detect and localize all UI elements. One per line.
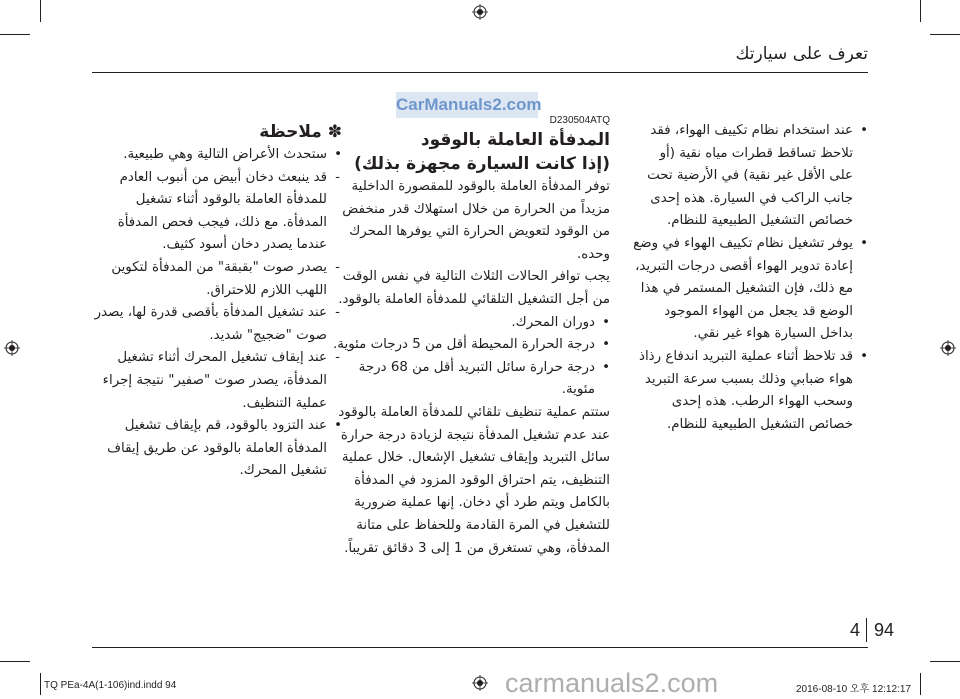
- registration-mark-icon: [940, 340, 956, 356]
- header-divider: [92, 72, 868, 73]
- sub-item: - يصدر صوت "بقبقة" من المدفأة لتكوين اللهب اللازم للاحتراق.: [92, 257, 342, 302]
- crop-mark: [40, 673, 41, 695]
- print-filename: TQ PEa-4A(1-106)ind.indd 94: [44, 680, 177, 691]
- page-number-block: [846, 616, 898, 644]
- section-subheading: (إذا كانت السيارة مجهزة بذلك): [354, 154, 610, 174]
- registration-mark-icon: [4, 340, 20, 356]
- footer-rule: [92, 647, 868, 648]
- registration-mark-icon: [472, 675, 488, 691]
- registration-mark-icon: [472, 4, 488, 20]
- crop-mark: [930, 34, 960, 35]
- crop-mark: [920, 673, 921, 695]
- section-title: تعرف على سيارتك: [735, 44, 868, 64]
- section-heading: المدفأة العاملة بالوقود: [420, 130, 610, 150]
- crop-mark: [0, 34, 30, 35]
- list-item: • درجة الحرارة المحيطة أقل من 5 درجات مئوية.: [332, 334, 610, 357]
- print-datetime: 2016-08-10 오후 12:12:17: [796, 684, 911, 695]
- crop-mark: [0, 661, 30, 662]
- list-item: • دوران المحرك.: [332, 312, 610, 335]
- sub-item: - عند تشغيل المدفأة بأقصى قدرة لها، يصدر صوت "ضجيج" شديد.: [92, 302, 342, 347]
- right-column: [632, 120, 868, 436]
- list-item: • يوفر تشغيل نظام تكييف الهواء في وضع إعادة تدوير الهواء أقصى درجات التبريد، مع ذلك، فإن التشغيل المستمر في هذا الوضع قد يجعل من الهواء الموجود بداخل السيارة هواء غير نقي.: [632, 233, 868, 346]
- list-item: • عند استخدام نظام تكييف الهواء، فقد تلاحظ تساقط قطرات مياه نقية (أو على الأقل غير نقية) في الأرضية تحت جانب الراكب في السيارة. هذه إحدى خصائص التشغيل الطبيعية للنظام.: [632, 120, 868, 233]
- middle-column: [332, 114, 610, 560]
- watermark-text: carmanuals2.com: [505, 668, 719, 698]
- crop-mark: [40, 0, 41, 22]
- watermark-banner: CarManuals2.com: [396, 92, 538, 118]
- sub-item: - قد ينبعث دخان أبيض من أنبوب العادم للمدفأة العاملة بالوقود أثناء تشغيل المدفأة. مع ذلك، فيجب فحص المدفأة عندما يصدر دخان أسود كثيف.: [92, 167, 342, 257]
- page-number: 94: [873, 620, 895, 640]
- conditions-intro: يجب توافر الحالات الثلاث التالية في نفس الوقت من أجل التشغيل التلقائي للمدفأة العاملة بالوقود.: [338, 269, 610, 307]
- crop-mark: [930, 661, 960, 662]
- list-item: • عند التزود بالوقود، قم بإيقاف تشغيل المدفأة العاملة بالوقود عن طريق إيقاف تشغيل المحرك.: [92, 415, 342, 483]
- list-item: • درجة حرارة سائل التبريد أقل من 68 درجة مئوية.: [332, 357, 610, 402]
- sub-item: - عند إيقاف تشغيل المحرك أثناء تشغيل المدفأة، يصدر صوت "صفير" نتيجة إجراء عملية التنظيف.: [92, 347, 342, 415]
- list-item: • ستحدث الأعراض التالية وهي طبيعية.: [92, 144, 342, 167]
- crop-mark: [920, 0, 921, 22]
- note-title: ✽ ملاحظة: [259, 122, 342, 142]
- page-divider: [866, 618, 867, 642]
- chapter-number: 4: [849, 620, 860, 640]
- intro-paragraph: توفر المدفأة العاملة بالوقود للمقصورة الداخلية مزيداً من الحرارة من خلال استهلاك قدر منخفض من الوقود لتعويض الحرارة التي يوفرها المحرك وحده.: [342, 179, 610, 262]
- body-paragraph: ستتم عملية تنظيف تلقائي للمدفأة العاملة بالوقود عند عدم تشغيل المدفأة نتيجة لزيادة درجة حرارة سائل التبريد وإيقاف تشغيل الإشعال. خلال عملية التنظيف، يتم احتراق الوقود المزود في المدفأة بالكامل ويتم طرد أي دخان. إنها عملية ضرورية للتشغيل في المرة القادمة وللحفاظ على متانة المدفأة، وهي تستغرق من 1 إلى 3 دقائق تقريباً.: [338, 404, 610, 556]
- left-column: [92, 120, 342, 483]
- section-code: D230504ATQ: [549, 115, 610, 126]
- list-item: • قد تلاحظ أثناء عملية التبريد اندفاع رذاذ هواء ضبابي وذلك بسبب سرعة التبريد وسحب الهواء الرطب. هذه إحدى خصائص التشغيل الطبيعية للنظام.: [632, 346, 868, 436]
